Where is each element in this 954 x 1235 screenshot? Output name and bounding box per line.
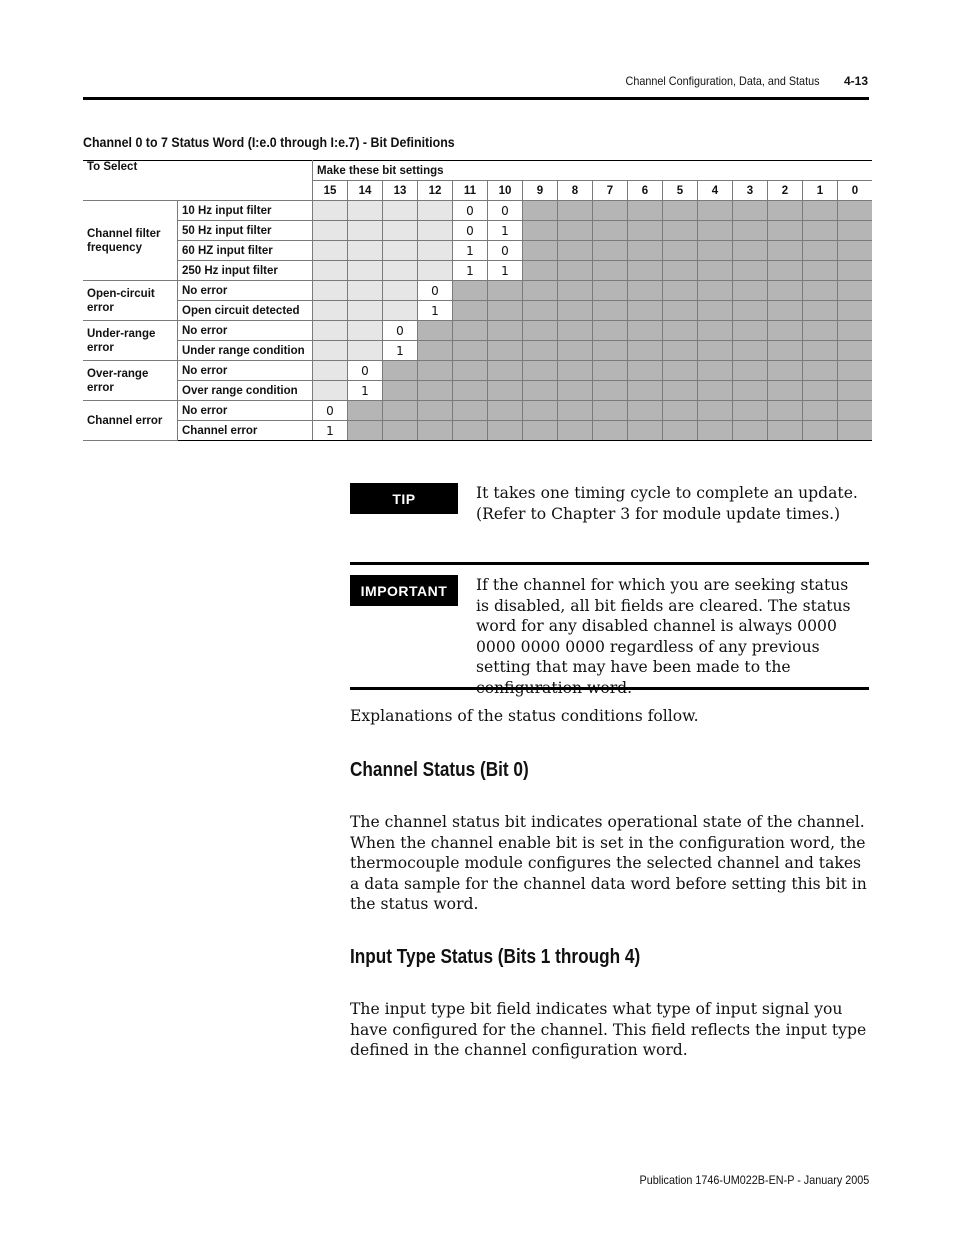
bit-cell bbox=[418, 201, 453, 221]
group-label: Open-circuit error bbox=[83, 281, 178, 321]
option-label: No error bbox=[178, 321, 313, 341]
bit-number-header: 4 bbox=[698, 181, 733, 201]
option-label: Channel error bbox=[178, 421, 313, 441]
bit-cell bbox=[803, 241, 838, 261]
bit-cell bbox=[558, 321, 593, 341]
bit-cell bbox=[838, 361, 873, 381]
bit-cell bbox=[313, 321, 348, 341]
bit-cell bbox=[663, 201, 698, 221]
bit-cell bbox=[803, 281, 838, 301]
bit-cell: 1 bbox=[348, 381, 383, 401]
bit-cell bbox=[768, 381, 803, 401]
bit-cell bbox=[628, 281, 663, 301]
bit-cell bbox=[453, 401, 488, 421]
bit-cell bbox=[523, 421, 558, 441]
option-label: Under range condition bbox=[178, 341, 313, 361]
bit-cell bbox=[733, 381, 768, 401]
bit-cell bbox=[383, 221, 418, 241]
bit-cell bbox=[733, 421, 768, 441]
table-title: Channel 0 to 7 Status Word (I:e.0 through I:e.7) - Bit Definitions bbox=[83, 135, 455, 150]
bit-cell bbox=[628, 421, 663, 441]
bit-cell: 0 bbox=[488, 241, 523, 261]
bit-cell bbox=[803, 321, 838, 341]
important-text: If the channel for which you are seeking status is disabled, all bit fields are cleared. The status word for any disabled channel is always 0000 0000 0000 0000 regardless of any previous setting that may have been made to the bbox=[476, 576, 851, 676]
bit-cell bbox=[593, 401, 628, 421]
option-label: 60 HZ input filter bbox=[178, 241, 313, 261]
bit-cell bbox=[698, 381, 733, 401]
bit-cell bbox=[803, 421, 838, 441]
bit-cell bbox=[523, 261, 558, 281]
bit-number-header: 0 bbox=[838, 181, 873, 201]
bit-cell bbox=[418, 321, 453, 341]
bit-cell bbox=[838, 241, 873, 261]
group-label: Channel error bbox=[83, 401, 178, 441]
bit-cell bbox=[418, 361, 453, 381]
bit-cell bbox=[418, 341, 453, 361]
bit-cell bbox=[733, 341, 768, 361]
bit-cell bbox=[313, 281, 348, 301]
bit-cell bbox=[593, 221, 628, 241]
bit-cell bbox=[733, 281, 768, 301]
bit-cell bbox=[838, 221, 873, 241]
bit-definitions-table bbox=[83, 160, 872, 441]
bit-cell bbox=[593, 381, 628, 401]
bit-number-header: 13 bbox=[383, 181, 418, 201]
bit-cell bbox=[593, 261, 628, 281]
bit-cell: 0 bbox=[348, 361, 383, 381]
bit-cell bbox=[803, 341, 838, 361]
option-label: No error bbox=[178, 401, 313, 421]
intro-text: Explanations of the status conditions follow. bbox=[350, 707, 699, 725]
bit-cell bbox=[628, 321, 663, 341]
bit-number-header: 12 bbox=[418, 181, 453, 201]
bit-cell bbox=[313, 241, 348, 261]
bit-cell bbox=[348, 401, 383, 421]
option-label: No error bbox=[178, 281, 313, 301]
bit-cell bbox=[488, 301, 523, 321]
bit-cell bbox=[838, 321, 873, 341]
section-heading-channel-status: Channel Status (Bit 0) bbox=[350, 759, 529, 781]
bit-cell bbox=[523, 201, 558, 221]
bit-cell bbox=[698, 321, 733, 341]
bit-cell bbox=[348, 421, 383, 441]
bit-cell bbox=[663, 241, 698, 261]
bit-cell bbox=[558, 221, 593, 241]
bit-cell bbox=[803, 401, 838, 421]
bit-cell bbox=[803, 361, 838, 381]
bit-cell bbox=[698, 281, 733, 301]
bit-cell bbox=[803, 301, 838, 321]
bit-cell bbox=[663, 321, 698, 341]
bit-number-header: 1 bbox=[803, 181, 838, 201]
bit-cell bbox=[453, 301, 488, 321]
bit-cell bbox=[768, 221, 803, 241]
bit-cell bbox=[348, 221, 383, 241]
bit-cell bbox=[628, 401, 663, 421]
bit-cell bbox=[628, 221, 663, 241]
bit-cell bbox=[768, 361, 803, 381]
bit-cell bbox=[523, 301, 558, 321]
bit-cell bbox=[733, 241, 768, 261]
bit-cell bbox=[838, 401, 873, 421]
option-label: Over range condition bbox=[178, 381, 313, 401]
bit-cell bbox=[383, 201, 418, 221]
bit-cell: 0 bbox=[453, 221, 488, 241]
bit-cell bbox=[383, 401, 418, 421]
bit-cell bbox=[523, 281, 558, 301]
bit-cell bbox=[698, 301, 733, 321]
bit-cell bbox=[558, 381, 593, 401]
bit-cell bbox=[313, 261, 348, 281]
bit-cell bbox=[558, 361, 593, 381]
bit-cell bbox=[523, 341, 558, 361]
bit-cell bbox=[838, 421, 873, 441]
bit-cell bbox=[733, 321, 768, 341]
bit-cell bbox=[418, 381, 453, 401]
bit-number-header: 6 bbox=[628, 181, 663, 201]
bit-cell bbox=[663, 361, 698, 381]
bit-cell: 1 bbox=[453, 261, 488, 281]
bit-cell bbox=[663, 421, 698, 441]
bit-cell bbox=[383, 381, 418, 401]
bit-number-header: 11 bbox=[453, 181, 488, 201]
group-label: Channel filter frequency bbox=[83, 201, 178, 281]
bit-number-header: 15 bbox=[313, 181, 348, 201]
bit-cell bbox=[593, 201, 628, 221]
bit-cell bbox=[768, 321, 803, 341]
bit-cell bbox=[313, 361, 348, 381]
bit-cell bbox=[348, 241, 383, 261]
bit-cell bbox=[628, 341, 663, 361]
bit-cell bbox=[663, 261, 698, 281]
bit-cell bbox=[768, 281, 803, 301]
bit-cell bbox=[558, 201, 593, 221]
bit-cell bbox=[488, 321, 523, 341]
bit-cell bbox=[348, 341, 383, 361]
bit-cell: 0 bbox=[383, 321, 418, 341]
bit-cell bbox=[523, 401, 558, 421]
important-top-rule bbox=[350, 562, 869, 565]
bit-cell bbox=[838, 281, 873, 301]
bit-cell bbox=[313, 341, 348, 361]
bit-cell bbox=[838, 341, 873, 361]
bit-cell bbox=[698, 361, 733, 381]
bit-cell bbox=[313, 381, 348, 401]
bit-cell bbox=[383, 361, 418, 381]
bit-cell bbox=[593, 281, 628, 301]
bit-cell bbox=[453, 421, 488, 441]
bit-cell bbox=[418, 241, 453, 261]
section-body-channel-status: The channel status bit indicates operational state of the channel. When the channel enable bit is set in the configuration word, the thermocouple module configures the selected channel and takes a data sample for the channel data word before setting this bit in the status word. bbox=[350, 813, 867, 913]
bit-cell bbox=[593, 421, 628, 441]
bit-cell: 1 bbox=[453, 241, 488, 261]
option-label: 250 Hz input filter bbox=[178, 261, 313, 281]
bit-cell bbox=[663, 301, 698, 321]
bit-cell bbox=[628, 241, 663, 261]
bit-number-header: 9 bbox=[523, 181, 558, 201]
header-rule bbox=[83, 97, 869, 100]
bit-number-header: 7 bbox=[593, 181, 628, 201]
bit-cell bbox=[558, 301, 593, 321]
bit-number-header: 5 bbox=[663, 181, 698, 201]
bit-cell bbox=[838, 381, 873, 401]
bit-cell bbox=[698, 221, 733, 241]
bit-cell bbox=[523, 361, 558, 381]
option-label: No error bbox=[178, 361, 313, 381]
bit-cell bbox=[698, 401, 733, 421]
bit-cell bbox=[733, 201, 768, 221]
important-label: IMPORTANT bbox=[350, 575, 458, 606]
bit-cell bbox=[733, 401, 768, 421]
bit-cell bbox=[733, 261, 768, 281]
bit-cell bbox=[558, 401, 593, 421]
page-number: 4-13 bbox=[844, 74, 869, 88]
bit-cell bbox=[558, 261, 593, 281]
publication-footer: Publication 1746-UM022B-EN-P - January 2005 bbox=[639, 1173, 869, 1187]
bit-cell bbox=[453, 281, 488, 301]
bit-cell bbox=[698, 241, 733, 261]
bit-cell bbox=[383, 261, 418, 281]
bit-cell bbox=[348, 261, 383, 281]
bit-cell bbox=[803, 261, 838, 281]
bit-cell bbox=[733, 361, 768, 381]
bit-cell bbox=[698, 201, 733, 221]
bit-cell bbox=[523, 321, 558, 341]
bit-cell: 1 bbox=[418, 301, 453, 321]
bit-cell bbox=[383, 421, 418, 441]
bit-cell bbox=[383, 301, 418, 321]
bit-cell bbox=[593, 301, 628, 321]
bit-cell bbox=[558, 421, 593, 441]
bit-cell bbox=[593, 241, 628, 261]
bit-cell bbox=[768, 201, 803, 221]
bit-cell bbox=[418, 401, 453, 421]
bit-cell bbox=[838, 201, 873, 221]
bit-cell bbox=[838, 301, 873, 321]
bit-cell bbox=[663, 401, 698, 421]
bit-cell bbox=[348, 201, 383, 221]
bit-cell bbox=[348, 321, 383, 341]
bit-number-header: 8 bbox=[558, 181, 593, 201]
bit-cell: 1 bbox=[488, 221, 523, 241]
bit-cell bbox=[803, 201, 838, 221]
bit-cell: 1 bbox=[313, 421, 348, 441]
bit-cell bbox=[593, 341, 628, 361]
bit-cell bbox=[523, 381, 558, 401]
bit-cell bbox=[768, 241, 803, 261]
bit-cell bbox=[733, 221, 768, 241]
bit-cell bbox=[313, 221, 348, 241]
bit-cell bbox=[453, 341, 488, 361]
bit-cell bbox=[523, 221, 558, 241]
bit-cell bbox=[488, 281, 523, 301]
bit-cell: 0 bbox=[453, 201, 488, 221]
bit-cell bbox=[733, 301, 768, 321]
bit-cell bbox=[593, 361, 628, 381]
bit-cell bbox=[453, 361, 488, 381]
group-label: Over-range error bbox=[83, 361, 178, 401]
important-bottom-rule bbox=[350, 687, 869, 690]
bit-cell bbox=[768, 401, 803, 421]
bit-number-header: 2 bbox=[768, 181, 803, 201]
bit-cell bbox=[768, 421, 803, 441]
bit-cell bbox=[383, 281, 418, 301]
bit-cell bbox=[348, 301, 383, 321]
bit-cell bbox=[558, 281, 593, 301]
bit-cell bbox=[628, 261, 663, 281]
option-label: 10 Hz input filter bbox=[178, 201, 313, 221]
bit-cell bbox=[663, 381, 698, 401]
bit-cell bbox=[418, 261, 453, 281]
bit-cell: 1 bbox=[488, 261, 523, 281]
bit-cell bbox=[803, 381, 838, 401]
tip-text: It takes one timing cycle to complete an update. (Refer to Chapter 3 for module update times.) bbox=[476, 484, 858, 523]
tip-label: TIP bbox=[350, 483, 458, 514]
bit-cell bbox=[558, 341, 593, 361]
section-body-input-type-status: The input type bit field indicates what type of input signal you have configured for the channel. This field reflects the input type defined in the channel configuration word. bbox=[350, 1000, 867, 1059]
bit-cell bbox=[628, 301, 663, 321]
bit-cell bbox=[453, 381, 488, 401]
bit-cell bbox=[488, 361, 523, 381]
bit-cell bbox=[698, 341, 733, 361]
bit-cell bbox=[383, 241, 418, 261]
column-header-bit-settings: Make these bit settings bbox=[313, 161, 873, 181]
group-label: Under-range error bbox=[83, 321, 178, 361]
bit-cell bbox=[313, 201, 348, 221]
bit-cell bbox=[768, 301, 803, 321]
bit-cell bbox=[488, 381, 523, 401]
bit-cell bbox=[453, 321, 488, 341]
bit-cell bbox=[523, 241, 558, 261]
bit-cell bbox=[418, 421, 453, 441]
bit-cell bbox=[838, 261, 873, 281]
bit-cell: 1 bbox=[383, 341, 418, 361]
bit-cell bbox=[803, 221, 838, 241]
bit-cell bbox=[628, 381, 663, 401]
bit-cell bbox=[488, 421, 523, 441]
bit-cell bbox=[628, 201, 663, 221]
bit-cell bbox=[698, 261, 733, 281]
bit-cell bbox=[488, 341, 523, 361]
section-heading-input-type-status: Input Type Status (Bits 1 through 4) bbox=[350, 946, 641, 968]
bit-cell bbox=[698, 421, 733, 441]
running-header-title: Channel Configuration, Data, and Status bbox=[625, 74, 819, 88]
bit-cell bbox=[313, 301, 348, 321]
bit-cell bbox=[593, 321, 628, 341]
bit-number-header: 14 bbox=[348, 181, 383, 201]
bit-cell bbox=[628, 361, 663, 381]
bit-cell bbox=[558, 241, 593, 261]
bit-number-header: 3 bbox=[733, 181, 768, 201]
bit-cell bbox=[663, 281, 698, 301]
bit-number-header: 10 bbox=[488, 181, 523, 201]
bit-cell bbox=[663, 221, 698, 241]
bit-cell bbox=[663, 341, 698, 361]
option-label: Open circuit detected bbox=[178, 301, 313, 321]
option-label: 50 Hz input filter bbox=[178, 221, 313, 241]
column-header-to-select: To Select bbox=[83, 161, 313, 201]
bit-cell bbox=[768, 261, 803, 281]
bit-cell bbox=[768, 341, 803, 361]
bit-cell: 0 bbox=[418, 281, 453, 301]
bit-cell: 0 bbox=[313, 401, 348, 421]
bit-cell bbox=[418, 221, 453, 241]
bit-cell bbox=[348, 281, 383, 301]
bit-cell bbox=[488, 401, 523, 421]
bit-cell: 0 bbox=[488, 201, 523, 221]
